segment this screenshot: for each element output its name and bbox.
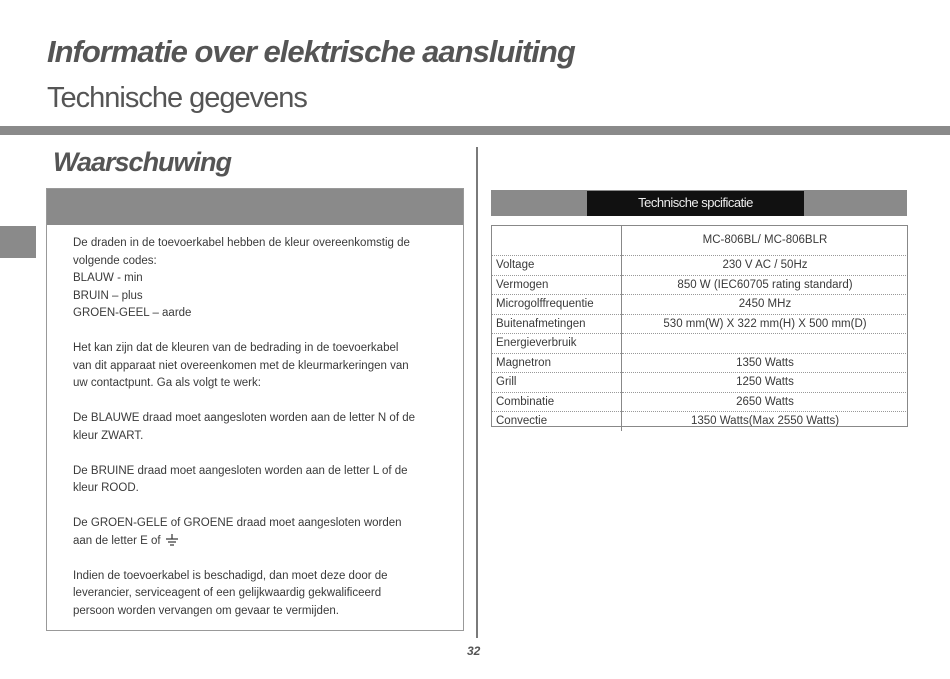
spec-label: Grill bbox=[491, 373, 622, 393]
column-divider bbox=[476, 147, 478, 638]
warning-paragraph bbox=[73, 410, 448, 445]
text-line: kleur ZWART. bbox=[73, 429, 144, 442]
spec-label: Convectie bbox=[491, 412, 622, 431]
text-line: Indien de toevoerkabel is beschadigd, dan moet deze door de bbox=[73, 569, 388, 582]
text-line: van dit apparaat niet overeenkomen met de kleurmarkeringen van bbox=[73, 359, 409, 372]
spec-value: 850 W (IEC60705 rating standard) bbox=[622, 275, 909, 295]
spec-label: Combinatie bbox=[491, 392, 622, 412]
warning-paragraph bbox=[73, 463, 448, 498]
text-line: BLAUW - min bbox=[73, 272, 143, 284]
text-line: persoon worden vervangen om gevaar te vermijden. bbox=[73, 604, 339, 617]
table-row bbox=[491, 256, 908, 276]
text-line: leverancier, serviceagent of een gelijkwaardig gekwalificeerd bbox=[73, 587, 382, 599]
text-line: aan de letter E of bbox=[73, 534, 161, 547]
text-line: uw contactpunt. Ga als volgt te werk: bbox=[73, 377, 261, 389]
table-row bbox=[491, 353, 908, 373]
spec-value: 2650 Watts bbox=[622, 392, 909, 412]
warning-text bbox=[73, 235, 448, 638]
text-line: volgende codes: bbox=[73, 254, 157, 267]
spec-value: 530 mm(W) X 322 mm(H) X 500 mm(D) bbox=[622, 314, 909, 334]
spec-value: 230 V AC / 50Hz bbox=[622, 256, 909, 276]
text-line: BRUIN – plus bbox=[73, 289, 143, 302]
warning-paragraph bbox=[73, 235, 448, 323]
spec-label: Magnetron bbox=[491, 353, 622, 373]
table-cell bbox=[491, 225, 622, 256]
table-row bbox=[491, 225, 908, 256]
text-line: De GROEN-GELE of GROENE draad moet aangesloten worden bbox=[73, 517, 402, 529]
spec-value: 1250 Watts bbox=[622, 373, 909, 393]
warning-box bbox=[46, 188, 464, 631]
side-tab-marker bbox=[0, 226, 36, 258]
text-line: De draden in de toevoerkabel hebben de kleur overeenkomstig de bbox=[73, 237, 410, 249]
table-row bbox=[491, 334, 908, 354]
table-row bbox=[491, 314, 908, 334]
warning-paragraph bbox=[73, 515, 448, 550]
spec-value bbox=[622, 334, 909, 354]
text-line: De BRUINE draad moet aangesloten worden aan de letter L of de bbox=[73, 464, 408, 477]
spec-label: Energieverbruik bbox=[491, 334, 622, 354]
text-line: De BLAUWE draad moet aangesloten worden aan de letter N of de bbox=[73, 412, 416, 424]
table-row bbox=[491, 392, 908, 412]
table-row bbox=[491, 295, 908, 315]
table-row bbox=[491, 373, 908, 393]
spec-label: Vermogen bbox=[491, 275, 622, 295]
model-number: MC-806BL/ MC-806BLR bbox=[622, 225, 909, 256]
warning-title: Waarschuwing bbox=[53, 147, 232, 177]
spec-value: 1350 Watts(Max 2550 Watts) bbox=[690, 415, 840, 428]
ground-symbol-icon bbox=[165, 534, 179, 547]
page-number: 32 bbox=[467, 644, 481, 658]
header-bar bbox=[0, 126, 950, 135]
page-title: Informatie over elektrische aansluiting bbox=[47, 34, 575, 69]
spec-value: 1350 Watts bbox=[622, 353, 909, 373]
spec-table bbox=[491, 225, 908, 431]
spec-value: 2450 MHz bbox=[622, 295, 909, 315]
table-row bbox=[491, 412, 908, 431]
warning-paragraph bbox=[73, 568, 448, 621]
text-line-with-icon bbox=[73, 533, 448, 551]
spec-title: Technische spcificatie bbox=[587, 191, 804, 216]
warning-paragraph bbox=[73, 340, 448, 393]
page-subtitle: Technische gegevens bbox=[47, 82, 307, 114]
spec-label: Voltage bbox=[491, 256, 622, 276]
table-row bbox=[491, 275, 908, 295]
spec-label: Microgolffrequentie bbox=[491, 295, 622, 315]
text-line: GROEN-GEEL – aarde bbox=[73, 307, 192, 319]
text-line: Het kan zijn dat de kleuren van de bedrading in de toevoerkabel bbox=[73, 342, 399, 354]
warning-header-bar bbox=[47, 189, 463, 225]
text-line: kleur ROOD. bbox=[73, 482, 139, 494]
spec-label: Buitenafmetingen bbox=[491, 314, 622, 334]
